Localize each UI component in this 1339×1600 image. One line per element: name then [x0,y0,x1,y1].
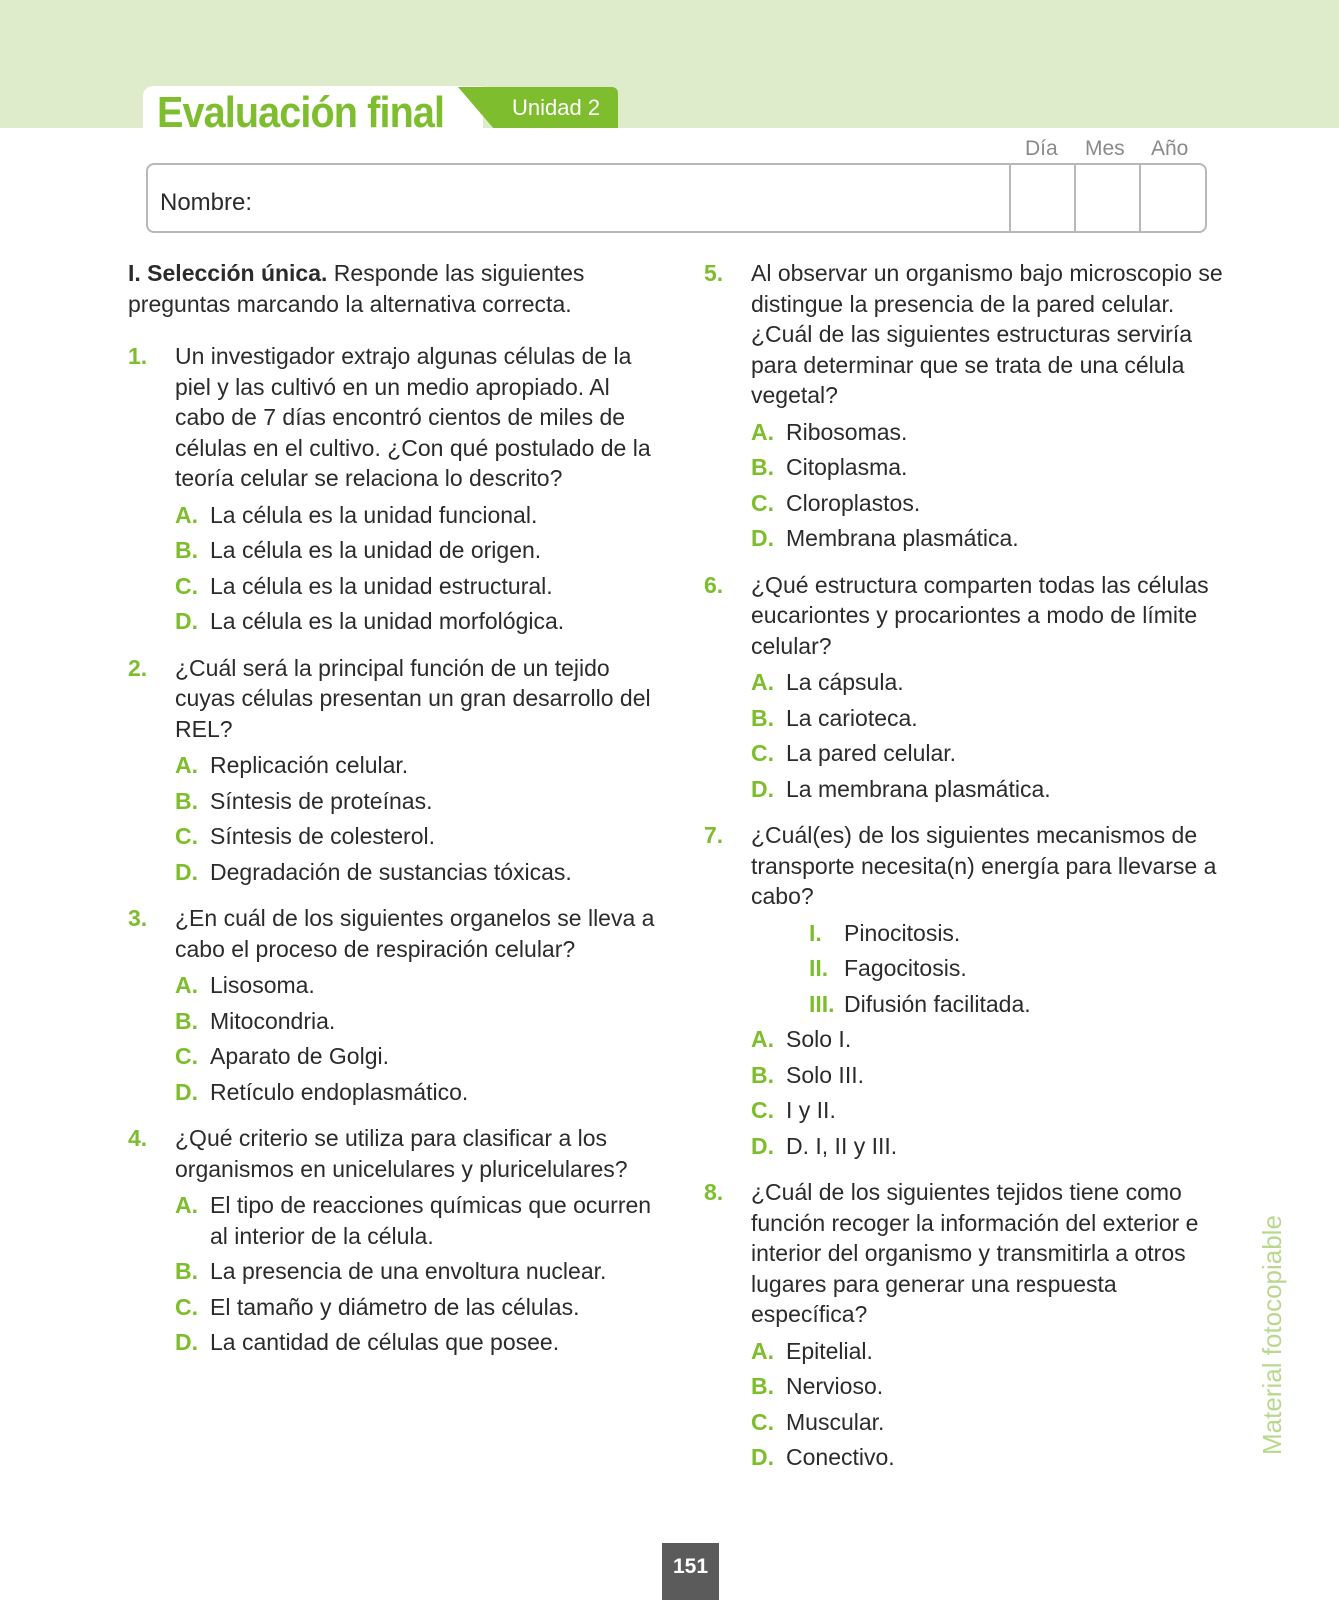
option-text: Nervioso. [786,1373,884,1399]
option-a[interactable] [175,750,658,781]
question-number: 5. [704,260,724,286]
option-text: La célula es la unidad funcional. [210,501,538,528]
option-letter: A. [175,752,198,778]
question-text: ¿En cuál de los siguientes organelos se lleva a cabo el proceso de respiración celular? [175,905,655,962]
option-text: Muscular. [786,1408,885,1435]
option-text: El tipo de reacciones químicas que ocurren al interior de la célula. [210,1192,652,1249]
question-number: 8. [704,1179,724,1205]
option-d[interactable] [175,606,658,637]
question-text: ¿Cuál(es) de los siguientes mecanismos de transporte necesita(n) energía para llevarse a cabo? [751,822,1217,909]
option-text: Replicación celular. [210,752,409,778]
question-8 [704,1177,1234,1473]
month-cell-divider [1074,165,1076,231]
option-b[interactable] [751,703,1234,734]
question-7 [704,820,1234,1161]
question-6 [704,570,1234,805]
option-letter: C. [751,489,774,516]
option-letter: D. [751,1444,774,1470]
option-d[interactable] [751,774,1234,805]
month-label: Mes [1085,137,1125,160]
option-letter: B. [751,454,774,480]
option-c[interactable] [751,738,1234,769]
option-text: Mitocondria. [210,1007,336,1034]
year-label: Año [1151,137,1189,160]
option-letter: D. [175,608,198,634]
option-text: Cloroplastos. [786,489,921,516]
option-text: La célula es la unidad morfológica. [210,608,565,634]
option-d[interactable] [175,1077,658,1108]
option-text: I y II. [786,1097,836,1123]
option-text: D. I, II y III. [786,1132,898,1159]
page-number-box [662,1543,719,1600]
option-b[interactable] [175,1256,658,1287]
name-field[interactable] [146,163,1207,233]
option-a[interactable] [751,417,1234,448]
option-c[interactable] [751,1095,1234,1126]
day-cell-divider [1009,165,1011,231]
option-letter: B. [751,704,774,731]
option-b[interactable] [175,786,658,817]
question-4 [128,1123,658,1358]
option-a[interactable] [175,1190,658,1251]
option-text: Solo III. [786,1061,864,1088]
option-a[interactable] [751,1336,1234,1367]
option-letter: C. [175,1043,198,1069]
option-letter: A. [751,1337,774,1364]
statement-ii [809,953,1234,984]
option-text: Retículo endoplasmático. [210,1078,469,1105]
option-d[interactable] [751,1131,1234,1162]
option-text: Citoplasma. [786,454,908,480]
option-letter: D. [751,525,774,551]
option-text: Conectivo. [786,1444,895,1470]
option-letter: B. [175,787,198,814]
option-text: Ribosomas. [786,418,908,445]
question-3 [128,903,658,1107]
question-text: ¿Cuál será la principal función de un tejido cuyas células presentan un gran desarrollo del REL? [175,654,651,742]
option-d[interactable] [751,523,1234,554]
question-2 [128,653,658,888]
question-1 [128,341,658,637]
option-letter: C. [751,740,774,766]
question-number: 2. [128,654,148,681]
option-c[interactable] [175,821,658,852]
photocopiable-label: Material fotocopiable [1257,1215,1287,1455]
option-letter: B. [751,1061,774,1088]
option-text: La cantidad de células que posee. [210,1329,560,1355]
option-letter: C. [751,1097,774,1123]
option-d[interactable] [751,1442,1234,1473]
unit-label: Unidad 2 [512,95,601,120]
option-letter: D. [175,858,198,885]
statement-i [809,918,1234,949]
option-letter: C. [175,572,198,599]
question-text: ¿Qué estructura comparten todas las células eucariontes y procariontes a modo de límite celular? [751,571,1209,659]
option-text: Síntesis de proteínas. [210,787,433,814]
option-a[interactable] [751,1024,1234,1055]
option-c[interactable] [175,1041,658,1072]
option-text: Solo I. [786,1026,852,1052]
instructions [128,258,658,319]
statement-text: Fagocitosis. [844,955,967,981]
option-letter: D. [175,1078,198,1105]
question-text: ¿Qué criterio se utiliza para clasificar a los organismos en unicelulares y pluricelulares? [175,1125,628,1182]
option-letter: B. [175,1258,198,1284]
option-b[interactable] [175,1006,658,1037]
right-column [704,258,1234,1479]
question-text: Un investigador extrajo algunas células de la piel y las cultivó en un medio apropiado. Al cabo de 7 días encontró cientos de miles de células en el cultivo. ¿Con qué postulado de la teoría celular se relaciona lo descrito? [175,343,651,491]
option-b[interactable] [751,1060,1234,1091]
year-cell-divider [1139,165,1141,231]
section-heading: I. Selección única. [128,260,328,286]
question-5 [704,258,1234,554]
option-text: Síntesis de colesterol. [210,823,436,849]
left-column [128,258,658,1364]
option-text: Epitelial. [786,1337,873,1364]
question-number: 3. [128,905,148,931]
question-number: 1. [128,343,148,369]
option-text: La membrana plasmática. [786,775,1051,802]
statement-numeral: I. [809,919,822,946]
question-text: Al observar un organismo bajo microscopio se distingue la presencia de la pared celular. ¿Cuál de las siguientes estructuras serviría para determinar que se trata de una célula vegetal? [751,260,1223,408]
option-d[interactable] [175,857,658,888]
instructions-text: Responde las siguientes preguntas marcando la alternativa correcta. [128,260,585,317]
option-letter: A. [751,418,774,445]
option-text: Lisosoma. [210,972,315,998]
statement-text: Pinocitosis. [844,919,961,946]
option-letter: A. [751,669,774,695]
option-letter: A. [175,501,198,528]
option-c[interactable] [175,571,658,602]
option-a[interactable] [175,970,658,1001]
statement-numeral: III. [809,990,835,1017]
day-label: Día [1025,137,1058,160]
option-b[interactable] [751,1371,1234,1402]
option-text: La pared celular. [786,740,957,766]
option-letter: C. [175,1293,198,1320]
option-text: La presencia de una envoltura nuclear. [210,1258,607,1284]
option-letter: A. [175,972,198,998]
statement-iii [809,989,1234,1020]
page-number: 151 [672,1555,709,1578]
option-text: Degradación de sustancias tóxicas. [210,858,572,885]
option-text: El tamaño y diámetro de las células. [210,1293,580,1320]
option-text: Aparato de Golgi. [210,1043,390,1069]
question-number: 7. [704,822,724,848]
statement-text: Difusión facilitada. [844,990,1031,1017]
option-letter: C. [751,1408,774,1435]
option-letter: D. [751,775,774,802]
option-text: La célula es la unidad de origen. [210,537,542,563]
option-c[interactable] [175,1292,658,1323]
option-letter: B. [175,537,198,563]
statement-numeral: II. [809,955,829,981]
option-text: Membrana plasmática. [786,525,1019,551]
option-letter: A. [175,1192,198,1218]
option-text: La cápsula. [786,669,904,695]
page-title: Evaluación final [157,88,445,137]
option-text: La carioteca. [786,704,918,731]
option-letter: A. [751,1026,774,1052]
question-number: 6. [704,571,724,598]
question-text: ¿Cuál de los siguientes tejidos tiene como función recoger la información del exterior e interior del organismo y transmitirla a otros lugares para generar una respuesta específica? [751,1179,1199,1327]
option-b[interactable] [751,452,1234,483]
option-letter: B. [175,1007,198,1034]
option-letter: C. [175,823,198,849]
option-letter: B. [751,1373,774,1399]
option-c[interactable] [751,488,1234,519]
option-b[interactable] [175,535,658,566]
option-a[interactable] [751,667,1234,698]
option-letter: D. [751,1132,774,1159]
option-text: La célula es la unidad estructural. [210,572,553,599]
option-letter: D. [175,1329,198,1355]
question-number: 4. [128,1125,148,1151]
option-c[interactable] [751,1407,1234,1438]
option-a[interactable] [175,500,658,531]
name-label: Nombre: [160,189,253,216]
option-d[interactable] [175,1327,658,1358]
